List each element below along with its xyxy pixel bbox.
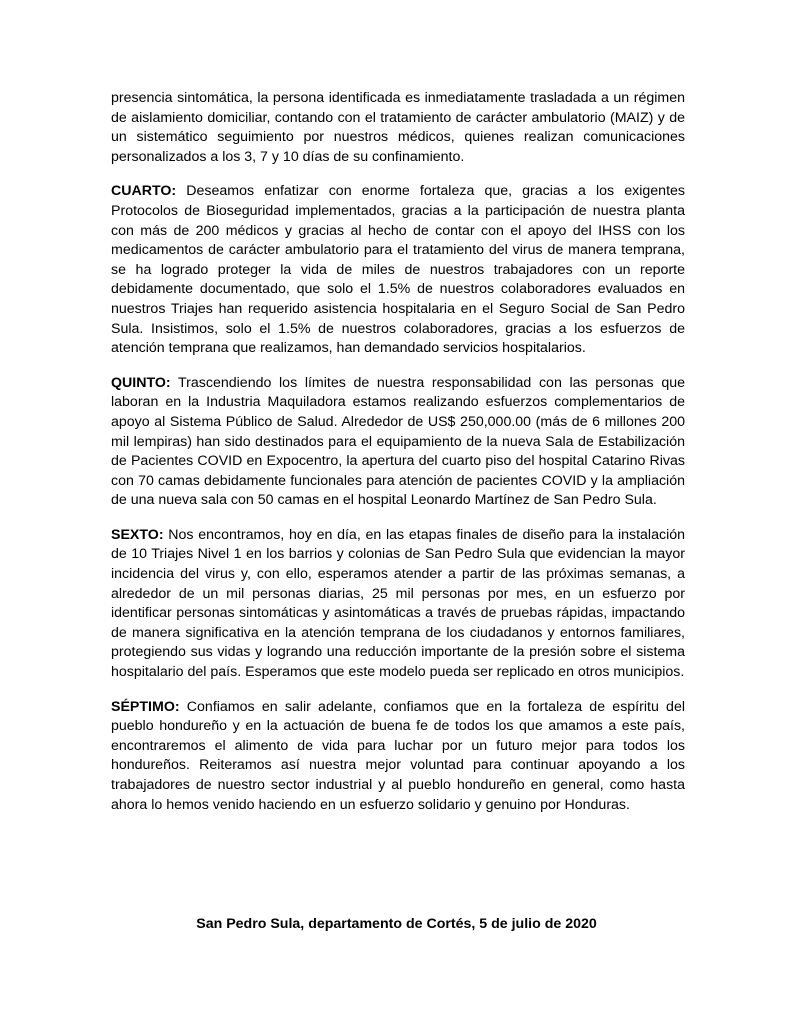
paragraph-heading: SÉPTIMO: [111, 698, 180, 715]
paragraph-text: Confiamos en salir adelante, confiamos que en la fortaleza de espíritu del pueblo hondureño y en la actuación de buena fe de todos los que amamos a este país, encontraremos el alimento de vida para luchar por un futuro mejor para todos los hondureños. Reiteramos así nuestra mejor voluntad para continuar apoyando a los trabajadores de nuestro sector industrial y al pueblo hondureño en general, como hasta ahora lo hemos venido haciendo en un esfuerzo solidario y genuino por Honduras. [111, 698, 685, 813]
paragraph-text: Trascendiendo los límites de nuestra responsabilidad con las personas que laboran en la Industria Maquiladora estamos realizando esfuerzos complementarios de apoyo al Sistema Público de Salud. Alrededor de US$ 250,000.00 (más de 6 millones 200 mil lempiras) han sido destinados para el equipamiento de la nueva Sala de Estabilización de Pacientes COVID en Expocentro, la apertura del cuarto piso del hospital Catarino Rivas con 70 camas debidamente funcionales para atención de pacientes COVID y la ampliación de una nueva sala con 50 camas en el hospital Leonardo Martínez de San Pedro Sula. [111, 374, 685, 509]
paragraph-text: Nos encontramos, hoy en día, en las etapas finales de diseño para la instalación de 10 Triajes Nivel 1 en los barrios y colonias de San Pedro Sula que evidencian la mayor incidencia del virus y, con ello, esperamos atender a partir de las próximas semanas, a alrededor de un mil personas diarias, 25 mil personas por mes, en un esfuerzo por identificar personas sintomáticas y asintomáticas a través de pruebas rápidas, impactando de manera significativa en la atención temprana de los ciudadanos y entornos familiares, protegiendo sus vidas y logrando una reducción importante de la presión sobre el sistema hospitalario del país. Esperamos que este modelo pueda ser replicado en otros municipios. [111, 526, 685, 681]
document-body [111, 89, 685, 830]
paragraph-heading: QUINTO: [111, 374, 171, 391]
paragraph-quinto [111, 374, 685, 511]
paragraph-septimo [111, 698, 685, 816]
paragraph-heading: SEXTO: [111, 526, 164, 543]
paragraph-sexto [111, 526, 685, 683]
closing-place-date: San Pedro Sula, departamento de Cortés, 5 de julio de 2020 [196, 916, 597, 932]
paragraph-cuarto [111, 182, 685, 358]
paragraph-text: Deseamos enfatizar con enorme fortaleza que, gracias a los exigentes Protocolos de Bioseguridad implementados, gracias a la participación de nuestra planta con más de 200 médicos y gracias al hecho de contar con el apoyo del IHSS con los medicamentos de carácter ambulatorio para el tratamiento del virus de manera temprana, se ha logrado proteger la vida de miles de nuestros trabajadores con un reporte debidamente documentado, que solo el 1.5% de nuestros colaboradores evaluados en nuestros Triajes han requerido asistencia hospitalaria en el Seguro Social de San Pedro Sula. Insistimos, solo el 1.5% de nuestros colaboradores, gracias a los esfuerzos de atención temprana que realizamos, han demandado servicios hospitalarios. [111, 183, 685, 357]
paragraph-heading: CUARTO: [111, 183, 177, 200]
paragraph-text: presencia sintomática, la persona identificada es inmediatamente trasladada a un régimen de aislamiento domiciliar, contando con el tratamiento de carácter ambulatorio (MAIZ) y de un sistemático seguimiento por nuestros médicos, quienes realizan comunicaciones personalizados a los 3, 7 y 10 días de su confinamiento. [111, 90, 685, 165]
paragraph-intro [111, 89, 685, 167]
